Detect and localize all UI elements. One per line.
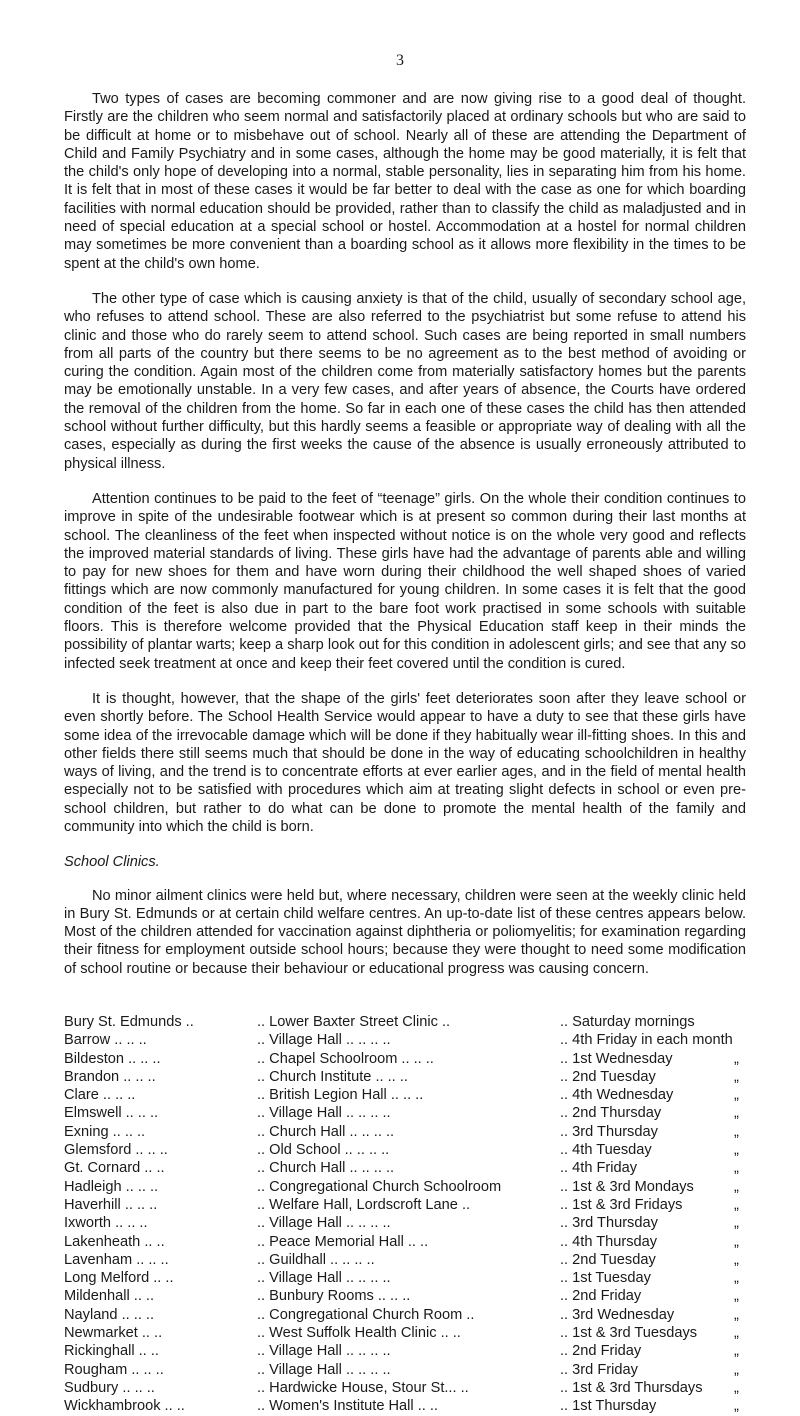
clinic-town bbox=[64, 1397, 254, 1415]
clinic-town bbox=[64, 1269, 254, 1287]
clinic-town bbox=[64, 1068, 254, 1086]
clinic-town bbox=[64, 1123, 254, 1141]
clinic-town-name: Wickhambrook .. bbox=[64, 1398, 173, 1415]
clinic-row bbox=[64, 1214, 764, 1232]
clinic-venue bbox=[257, 1306, 567, 1324]
clinic-town bbox=[64, 1379, 254, 1397]
clinic-row bbox=[64, 1050, 764, 1068]
clinic-day bbox=[560, 1013, 760, 1031]
clinic-town-name: Ixworth bbox=[64, 1215, 112, 1232]
clinic-day-text: 4th Wednesday bbox=[572, 1087, 674, 1104]
clinic-town-leader: .. .. .. bbox=[111, 1215, 148, 1232]
clinic-day bbox=[560, 1379, 760, 1397]
clinic-day-text: 4th Friday in each month bbox=[572, 1032, 733, 1049]
clinic-day-prefix-leader: .. bbox=[560, 1050, 573, 1067]
clinic-day-prefix-leader: .. bbox=[560, 1379, 573, 1396]
clinic-venue bbox=[257, 1324, 567, 1342]
clinic-town-leader: .. .. bbox=[129, 1288, 155, 1305]
clinic-day-prefix-leader: .. bbox=[560, 1014, 573, 1030]
clinic-day-text: 3rd Thursday bbox=[572, 1215, 658, 1232]
clinic-venue-name: Hardwicke House, Stour St... bbox=[269, 1379, 457, 1396]
clinic-day bbox=[560, 1068, 760, 1086]
clinic-row bbox=[64, 1361, 764, 1379]
clinic-town-leader: .. .. .. bbox=[121, 1105, 159, 1122]
clinic-day bbox=[560, 1178, 760, 1196]
clinic-town bbox=[64, 1287, 254, 1305]
clinic-venue-name: West Suffolk Health Clinic .. bbox=[269, 1325, 449, 1342]
clinic-town-leader: .. bbox=[181, 1014, 194, 1030]
clinic-venue bbox=[257, 1233, 567, 1251]
clinic-town-name: Elmswell bbox=[64, 1105, 122, 1122]
clinic-day-prefix-leader: .. bbox=[560, 1196, 573, 1213]
clinic-venue-leader: .. .. bbox=[409, 1050, 434, 1067]
clinic-day-prefix-leader: .. bbox=[560, 1087, 573, 1104]
clinic-day bbox=[560, 1361, 760, 1379]
clinic-day bbox=[560, 1159, 760, 1177]
clinic-town-name: Rougham .. bbox=[64, 1361, 140, 1378]
clinic-venue-name: Bunbury Rooms bbox=[269, 1288, 374, 1305]
clinic-venue-leader: .. .. bbox=[403, 1233, 429, 1250]
clinic-venue-prefix-leader: .. bbox=[257, 1306, 270, 1323]
clinic-town bbox=[64, 1361, 254, 1379]
clinic-row bbox=[64, 1251, 764, 1269]
clinic-day-prefix-leader: .. bbox=[560, 1343, 573, 1360]
clinic-day-prefix-leader: .. bbox=[560, 1251, 573, 1268]
clinic-day-text: 3rd Thursday bbox=[572, 1123, 658, 1140]
clinic-day bbox=[560, 1104, 760, 1122]
clinic-day-text: Saturday mornings bbox=[572, 1014, 695, 1030]
clinic-venue-leader: .. .. .. bbox=[354, 1215, 391, 1232]
clinic-row bbox=[64, 1196, 764, 1214]
clinic-day-prefix-leader: .. bbox=[560, 1233, 573, 1250]
clinic-day-text: 2nd Tuesday bbox=[572, 1068, 656, 1085]
clinic-day bbox=[560, 1269, 760, 1287]
clinic-day-text: 2nd Thursday bbox=[572, 1105, 662, 1122]
paragraph: Attention continues to be paid to the feet of “teenage” girls. On the whole their condition continues to improve in spite of the undesirable footwear which is at present so common during their last months at school. The cleanliness of the feet when inspected without notice is on the whole very good and reflects the improved material standards of living. These girls have had the advantage of parents able and willing to pay for new shoes for them and have worn during their childhood the well shaped shoes of varied fittings which are now commonly manufactured for young children. In some cases it is felt that the good condition of the feet is also due in part to the bare foot work practised in some schools with suitable floors. This is therefore welcome provided that the Physical Education staff keep in their minds the possibility of plantar warts; keep a sharp look out for this condition in adolescent girls; and see that any so infected seek treatment at once and keep their feet covered until the condition is cured. bbox=[64, 490, 746, 672]
clinic-venue bbox=[257, 1251, 567, 1269]
clinic-venue bbox=[257, 1397, 567, 1415]
clinic-venue-leader: .. .. .. bbox=[354, 1105, 391, 1122]
clinic-day-text: 1st & 3rd Mondays bbox=[572, 1178, 694, 1195]
clinic-town-leader: .. .. bbox=[129, 1306, 155, 1323]
clinic-venue-leader: .. bbox=[462, 1306, 475, 1323]
ditto-mark: „ bbox=[734, 1215, 739, 1232]
clinic-day-text: 3rd Friday bbox=[572, 1361, 638, 1378]
clinic-day-text: 1st & 3rd Tuesdays bbox=[572, 1325, 698, 1342]
clinic-venue-prefix-leader: .. bbox=[257, 1087, 270, 1104]
ditto-mark: „ bbox=[734, 1050, 739, 1067]
clinic-town-name: Newmarket bbox=[64, 1325, 138, 1342]
clinic-venue bbox=[257, 1104, 567, 1122]
clinic-day bbox=[560, 1086, 760, 1104]
clinic-town-leader: .. .. bbox=[132, 1196, 158, 1213]
ditto-mark: „ bbox=[734, 1251, 739, 1268]
clinic-town-name: Barrow bbox=[64, 1032, 111, 1049]
clinic-day bbox=[560, 1342, 760, 1360]
clinic-town-name: Long Melford bbox=[64, 1270, 150, 1287]
ditto-mark: „ bbox=[734, 1398, 739, 1415]
clinic-town-name: Nayland .. bbox=[64, 1306, 130, 1323]
clinic-day bbox=[560, 1031, 800, 1049]
clinic-venue bbox=[257, 1159, 567, 1177]
clinic-day-text: 4th Friday bbox=[572, 1160, 638, 1177]
clinic-town bbox=[64, 1233, 254, 1251]
paragraph: The other type of case which is causing anxiety is that of the child, usually of secondary school age, who refuses to attend school. These are also referred to the psychiatrist but some refuse to attend his clinic and those who do rarely seem to attend school. Such cases are being reported in small numbers from all parts of the country but there seems to be no agreement as to the best method of avoiding or curing the condition. Again most of the children come from materially satisfactory homes but the parents may be emotionally unstable. In a very few cases, and after years of absence, the Courts have ordered the removal of the children from the home. So far in each one of these cases the child has then attended school without further difficulty, but this hardly seems a feasible or appropriate way of dealing with all the cases, especially as during the first weeks the cause of the absence is usually erroneously attributed to physical illness. bbox=[64, 290, 746, 472]
clinic-list bbox=[64, 1013, 764, 1416]
clinic-town-name: Lavenham .. bbox=[64, 1251, 145, 1268]
clinic-town-name: Clare bbox=[64, 1087, 99, 1104]
clinic-venue-leader: .. .. .. bbox=[357, 1123, 395, 1140]
clinic-venue bbox=[257, 1287, 567, 1305]
clinic-venue-leader: .. .. .. bbox=[354, 1343, 391, 1360]
clinic-town bbox=[64, 1324, 254, 1342]
clinic-venue-name: Village Hall bbox=[269, 1032, 342, 1049]
clinic-row bbox=[64, 1324, 764, 1342]
clinic-town-leader: .. .. bbox=[137, 1325, 163, 1342]
clinic-town bbox=[64, 1086, 254, 1104]
clinic-venue-prefix-leader: .. bbox=[257, 1270, 270, 1287]
clinic-town-leader: .. .. .. bbox=[98, 1087, 136, 1104]
paragraph: Two types of cases are becoming commoner and are now giving rise to a good deal of thought. Firstly are the children who seem normal and satisfactorily placed at ordinary schools but who are said to be difficult at home or to misbehave out of school. Nearly all of these are attending the Department of Child and Family Psychiatry and in some cases, although the home may be good materially, it is felt that the child's only hope of developing into a normal, stable personality, lies in separating him from his home. It is felt that in most of these cases it would be far better to deal with the case as one for which boarding facilities with normal education should be provided, rather than to classify the child as maladjusted and in need of special education at a special school or hostel. Accommodation at a hostel for normal children may sometimes be more convenient than a boarding school as it allows more flexibility in the times to be spent at the child's own home. bbox=[64, 91, 746, 272]
clinic-venue-name: Church Hall .. bbox=[269, 1123, 358, 1140]
clinic-venue bbox=[257, 1269, 567, 1287]
ditto-mark: „ bbox=[734, 1160, 739, 1177]
clinic-venue-name: Congregational Church Schoolroom bbox=[269, 1178, 502, 1195]
clinic-row bbox=[64, 1379, 764, 1397]
clinic-day bbox=[560, 1233, 760, 1251]
clinic-row bbox=[64, 1068, 764, 1086]
clinic-town bbox=[64, 1141, 254, 1159]
clinic-row bbox=[64, 1141, 764, 1159]
clinic-venue-name: Village Hall .. bbox=[269, 1361, 355, 1378]
ditto-mark: „ bbox=[734, 1068, 739, 1085]
paragraph: It is thought, however, that the shape of the girls' feet deteriorates soon after they leave school or even shortly before. The School Health Service would appear to have a duty to see that these girls have some idea of the irrevocable damage which will be done if they habitually wear ill-fitting shoes. In this and other fields there still seems much that should be done in the way of educating schoolchildren in healthy ways of living, and the trend is to concentrate efforts at ever earlier ages, and in the field of mental health especially not to be satisfied with procedures which aim at treating slight defects in school or even pre-school children, but rather to do what can be done to promote the mental health of the family and community into which the child is born. bbox=[64, 690, 746, 835]
ditto-mark: „ bbox=[734, 1123, 739, 1140]
clinic-venue-prefix-leader: .. bbox=[257, 1233, 270, 1250]
clinic-venue-prefix-leader: .. bbox=[257, 1142, 270, 1159]
ditto-mark: „ bbox=[734, 1306, 739, 1323]
clinic-venue bbox=[257, 1379, 567, 1397]
clinic-town-leader: .. .. bbox=[136, 1050, 161, 1067]
clinic-day bbox=[560, 1397, 760, 1415]
clinic-venue-prefix-leader: .. bbox=[257, 1251, 270, 1268]
clinic-venue bbox=[257, 1050, 567, 1068]
ditto-mark: „ bbox=[734, 1105, 739, 1122]
ditto-mark: „ bbox=[734, 1233, 739, 1250]
page-number: 3 bbox=[396, 52, 404, 69]
body-text bbox=[64, 90, 746, 995]
clinic-day bbox=[560, 1123, 760, 1141]
ditto-mark: „ bbox=[734, 1379, 739, 1396]
ditto-mark: „ bbox=[734, 1325, 739, 1342]
clinic-day-text: 2nd Friday bbox=[572, 1343, 642, 1360]
clinic-day bbox=[560, 1306, 760, 1324]
clinic-town-leader: .. .. bbox=[131, 1068, 156, 1085]
clinic-row bbox=[64, 1104, 764, 1122]
ditto-mark: „ bbox=[734, 1270, 739, 1287]
clinic-venue-name: Women's Institute Hall bbox=[269, 1398, 414, 1415]
clinic-day-prefix-leader: .. bbox=[560, 1142, 573, 1159]
clinic-day-text: 4th Tuesday bbox=[572, 1142, 652, 1159]
clinic-venue-prefix-leader: .. bbox=[257, 1105, 270, 1122]
clinic-day bbox=[560, 1214, 760, 1232]
clinic-day-text: 1st & 3rd Thursdays bbox=[572, 1379, 703, 1396]
clinic-town-leader: .. .. bbox=[139, 1361, 164, 1378]
clinic-venue-leader: .. bbox=[448, 1325, 461, 1342]
clinic-venue-leader: .. .. bbox=[398, 1087, 424, 1104]
clinic-row bbox=[64, 1031, 764, 1049]
clinic-day-prefix-leader: .. bbox=[560, 1032, 573, 1049]
clinic-town-leader: .. .. .. bbox=[108, 1123, 146, 1140]
clinic-day-prefix-leader: .. bbox=[560, 1123, 573, 1140]
clinic-row bbox=[64, 1159, 764, 1177]
clinic-town-name: Hadleigh .. bbox=[64, 1178, 134, 1195]
clinic-day-prefix-leader: .. bbox=[560, 1361, 573, 1378]
clinic-venue-prefix-leader: .. bbox=[257, 1288, 270, 1305]
ditto-mark: „ bbox=[734, 1087, 739, 1104]
clinic-day-prefix-leader: .. bbox=[560, 1178, 573, 1195]
clinic-town-leader: .. bbox=[172, 1398, 185, 1415]
ditto-mark: „ bbox=[734, 1288, 739, 1305]
clinic-venue-leader: .. bbox=[437, 1014, 451, 1030]
clinic-venue-prefix-leader: .. bbox=[257, 1178, 270, 1195]
clinic-venue-name: Chapel Schoolroom .. bbox=[269, 1050, 410, 1067]
clinic-day-prefix-leader: .. bbox=[560, 1215, 573, 1232]
clinic-town-leader: .. .. bbox=[143, 1142, 168, 1159]
clinic-day-prefix-leader: .. bbox=[560, 1068, 573, 1085]
clinic-town-leader: .. .. bbox=[140, 1160, 165, 1177]
clinic-venue-name: Church Hall .. bbox=[269, 1160, 358, 1177]
clinic-venue bbox=[257, 1141, 567, 1159]
clinic-town-name: Glemsford .. bbox=[64, 1142, 144, 1159]
clinic-town bbox=[64, 1306, 254, 1324]
clinic-row bbox=[64, 1342, 764, 1360]
clinic-town bbox=[64, 1178, 254, 1196]
clinic-venue-name: Welfare Hall, Lordscroft Lane bbox=[269, 1196, 458, 1213]
clinic-day bbox=[560, 1287, 760, 1305]
clinic-day-text: 3rd Wednesday bbox=[572, 1306, 675, 1323]
clinic-town-name: Mildenhall bbox=[64, 1288, 130, 1305]
clinic-day bbox=[560, 1050, 760, 1068]
clinic-venue-prefix-leader: .. bbox=[257, 1196, 270, 1213]
clinic-day-text: 2nd Friday bbox=[572, 1288, 642, 1305]
clinic-row bbox=[64, 1233, 764, 1251]
clinic-venue-name: Old School bbox=[269, 1142, 341, 1159]
clinic-venue-name: British Legion Hall .. bbox=[269, 1087, 399, 1104]
clinic-venue-leader: .. .. .. bbox=[357, 1160, 395, 1177]
clinic-row bbox=[64, 1306, 764, 1324]
clinic-venue-prefix-leader: .. bbox=[257, 1215, 270, 1232]
clinic-venue-name: Peace Memorial Hall bbox=[269, 1233, 404, 1250]
clinic-town-name: Bury St. Edmunds bbox=[64, 1014, 182, 1030]
clinic-day-text: 1st Tuesday bbox=[572, 1270, 651, 1287]
clinic-day bbox=[560, 1141, 760, 1159]
clinic-town-name: Sudbury .. bbox=[64, 1379, 131, 1396]
clinic-town-leader: .. .. bbox=[144, 1251, 169, 1268]
clinic-venue-leader: .. .. bbox=[413, 1398, 438, 1415]
clinic-day-prefix-leader: .. bbox=[560, 1398, 573, 1415]
clinic-venue-prefix-leader: .. bbox=[257, 1361, 270, 1378]
clinic-venue-name: Guildhall bbox=[269, 1251, 326, 1268]
clinic-town bbox=[64, 1013, 254, 1031]
clinic-town bbox=[64, 1196, 254, 1214]
clinic-venue bbox=[257, 1031, 567, 1049]
clinic-town-name: Rickinghall bbox=[64, 1343, 135, 1360]
clinic-town-name: Gt. Cornard bbox=[64, 1160, 141, 1177]
clinic-day-prefix-leader: .. bbox=[560, 1270, 573, 1287]
clinic-town-name: Lakenheath bbox=[64, 1233, 141, 1250]
ditto-mark: „ bbox=[734, 1361, 739, 1378]
clinic-town bbox=[64, 1342, 254, 1360]
clinic-town-name: Haverhill .. bbox=[64, 1196, 133, 1213]
clinic-day-prefix-leader: .. bbox=[560, 1288, 573, 1305]
clinic-venue-name: Congregational Church Room bbox=[269, 1306, 463, 1323]
ditto-mark: „ bbox=[734, 1178, 739, 1195]
ditto-mark: „ bbox=[734, 1142, 739, 1159]
clinic-venue-prefix-leader: .. bbox=[257, 1050, 270, 1067]
clinic-venue-prefix-leader: .. bbox=[257, 1343, 270, 1360]
clinic-venue bbox=[257, 1013, 567, 1031]
clinic-town-leader: .. .. bbox=[149, 1270, 174, 1287]
clinic-town bbox=[64, 1031, 254, 1049]
clinic-row bbox=[64, 1178, 764, 1196]
clinic-venue bbox=[257, 1068, 567, 1086]
clinic-town-name: Bildeston .. bbox=[64, 1050, 137, 1067]
clinic-row bbox=[64, 1269, 764, 1287]
clinic-day-text: 1st & 3rd Fridays bbox=[572, 1196, 683, 1213]
clinic-venue-leader: .. bbox=[456, 1379, 469, 1396]
clinic-venue-name: Lower Baxter Street Clinic bbox=[269, 1014, 438, 1030]
clinic-venue-name: Village Hall .. bbox=[269, 1343, 355, 1360]
clinic-venue-leader: .. .. .. .. bbox=[325, 1251, 375, 1268]
clinic-row bbox=[64, 1287, 764, 1305]
clinic-day-text: 1st Thursday bbox=[572, 1398, 657, 1415]
clinic-day-text: 1st Wednesday bbox=[572, 1050, 673, 1067]
clinic-venue-prefix-leader: .. bbox=[257, 1398, 270, 1415]
section-heading: School Clinics. bbox=[64, 854, 160, 871]
clinic-venue bbox=[257, 1196, 567, 1214]
clinic-venue-name: Church Institute bbox=[269, 1068, 372, 1085]
clinic-day bbox=[560, 1324, 760, 1342]
clinic-town-name: Exning bbox=[64, 1123, 109, 1140]
clinic-row bbox=[64, 1086, 764, 1104]
clinic-venue-prefix-leader: .. bbox=[257, 1014, 270, 1030]
clinic-town bbox=[64, 1159, 254, 1177]
clinic-venue-name: Village Hall .. bbox=[269, 1105, 355, 1122]
clinic-venue-leader: .. .. .. .. bbox=[340, 1142, 390, 1159]
clinic-town-name: Brandon .. bbox=[64, 1068, 132, 1085]
clinic-town bbox=[64, 1104, 254, 1122]
clinic-town bbox=[64, 1214, 254, 1232]
clinic-day-text: 2nd Tuesday bbox=[572, 1251, 656, 1268]
clinic-town bbox=[64, 1050, 254, 1068]
clinic-venue-name: Village Hall .. bbox=[269, 1215, 355, 1232]
clinic-day bbox=[560, 1196, 760, 1214]
clinic-venue-leader: .. .. .. bbox=[373, 1288, 411, 1305]
clinic-day-prefix-leader: .. bbox=[560, 1306, 573, 1323]
clinic-venue-name: Village Hall .. bbox=[269, 1270, 355, 1287]
clinic-day-prefix-leader: .. bbox=[560, 1160, 573, 1177]
clinic-venue-prefix-leader: .. bbox=[257, 1068, 270, 1085]
ditto-mark: „ bbox=[734, 1343, 739, 1360]
clinic-row bbox=[64, 1397, 764, 1415]
clinic-day-prefix-leader: .. bbox=[560, 1105, 573, 1122]
clinic-town-leader: .. .. bbox=[133, 1178, 159, 1195]
clinic-row bbox=[64, 1013, 764, 1031]
clinic-venue-leader: .. bbox=[457, 1196, 471, 1213]
clinic-venue bbox=[257, 1361, 567, 1379]
clinic-venue-leader: .. .. .. bbox=[371, 1068, 408, 1085]
clinic-venue bbox=[257, 1123, 567, 1141]
clinic-venue-prefix-leader: .. bbox=[257, 1032, 270, 1049]
clinic-venue-prefix-leader: .. bbox=[257, 1123, 270, 1140]
clinic-venue-prefix-leader: .. bbox=[257, 1379, 270, 1396]
clinic-row bbox=[64, 1123, 764, 1141]
clinic-venue-prefix-leader: .. bbox=[257, 1325, 270, 1342]
clinic-town-leader: .. .. bbox=[130, 1379, 155, 1396]
clinic-town bbox=[64, 1251, 254, 1269]
clinic-venue bbox=[257, 1086, 567, 1104]
ditto-mark: „ bbox=[734, 1196, 739, 1213]
clinic-town-leader: .. .. bbox=[140, 1233, 165, 1250]
clinic-venue bbox=[257, 1178, 567, 1196]
clinic-venue-leader: .. .. .. .. bbox=[341, 1032, 391, 1049]
clinics-intro: No minor ailment clinics were held but, where necessary, children were seen at the weekly clinic held in Bury St. Edmunds or at certain child welfare centres. An up-to-date list of these centres appears below. Most of the children attended for vaccination against diphtheria or poliomyelitis; for examination regarding their fitness for employment outside school hours; because they were thought to need some modification of school routine or because their behaviour or educational progress was causing concern. bbox=[64, 887, 746, 977]
clinic-town-leader: .. .. bbox=[134, 1343, 159, 1360]
clinic-venue-prefix-leader: .. bbox=[257, 1160, 270, 1177]
clinic-venue bbox=[257, 1342, 567, 1360]
clinic-venue-leader: .. .. .. bbox=[354, 1270, 391, 1287]
clinic-day-text: 4th Thursday bbox=[572, 1233, 658, 1250]
clinic-venue-leader: .. .. .. bbox=[354, 1361, 391, 1378]
clinic-venue bbox=[257, 1214, 567, 1232]
clinic-town-leader: .. .. .. bbox=[110, 1032, 147, 1049]
clinic-day bbox=[560, 1251, 760, 1269]
clinic-day-prefix-leader: .. bbox=[560, 1325, 573, 1342]
